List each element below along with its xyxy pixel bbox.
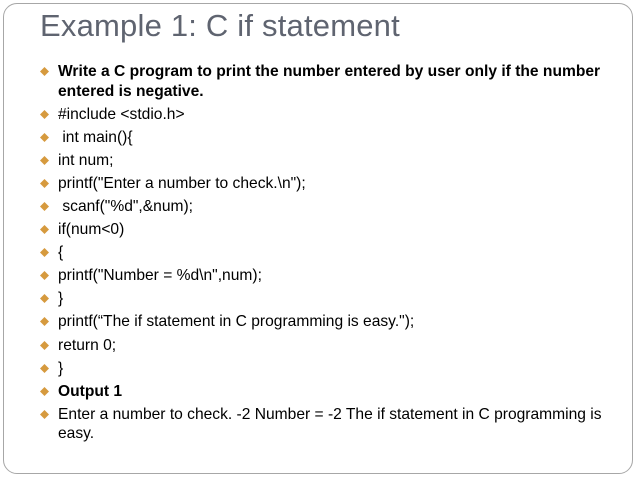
bullet-item [40,220,620,240]
bullet-diamond-icon [40,179,49,188]
bullet-text: printf("Number = %d\n",num); [58,267,262,285]
bullet-text: if(num<0) [58,221,125,239]
bullet-diamond-icon [40,364,49,373]
bullet-text: printf(“The if statement in C programming is easy."); [58,313,415,331]
bullet-diamond-icon [40,317,49,326]
bullet-text: scanf("%d",&num); [58,197,194,215]
bullet-diamond-icon [40,410,49,419]
bullet-diamond-icon [40,294,49,303]
bullet-item [40,405,620,444]
bullet-item [40,312,620,332]
bullet-diamond-icon [40,387,49,396]
bullet-diamond-icon [40,133,49,142]
bullet-text: int num; [58,151,114,169]
bullet-item [40,382,620,402]
bullet-diamond-icon [40,248,49,257]
bullet-item [40,197,620,217]
bullet-diamond-icon [40,341,49,350]
bullet-text: } [58,359,64,377]
bullet-item [40,266,620,286]
bullet-text: Output 1 [58,382,123,400]
bullet-diamond-icon [40,271,49,280]
bullet-item [40,243,620,263]
bullet-text: { [58,244,64,262]
bullet-item [40,289,620,309]
bullet-text: printf("Enter a number to check.\n"); [58,174,306,192]
bullet-text: int main(){ [58,128,133,146]
slide-title: Example 1: C if statement [40,8,400,43]
bullet-diamond-icon [40,110,49,119]
bullet-text: } [58,290,64,308]
bullet-diamond-icon [40,225,49,234]
bullet-item [40,359,620,379]
bullet-item [40,151,620,171]
bullet-item [40,128,620,148]
bullet-text: return 0; [58,336,117,354]
bullet-diamond-icon [40,156,49,165]
bullet-list [40,62,620,447]
bullet-diamond-icon [40,67,49,76]
bullet-text: Write a C program to print the number entered by user only if the number entered is negative. [58,63,605,100]
bullet-diamond-icon [40,202,49,211]
bullet-item [40,62,620,101]
bullet-text: Enter a number to check. -2 Number = -2 The if statement in C programming is easy. [58,405,606,443]
bullet-item [40,174,620,194]
bullet-item [40,336,620,356]
bullet-text: #include <stdio.h> [58,105,185,123]
bullet-item [40,105,620,125]
